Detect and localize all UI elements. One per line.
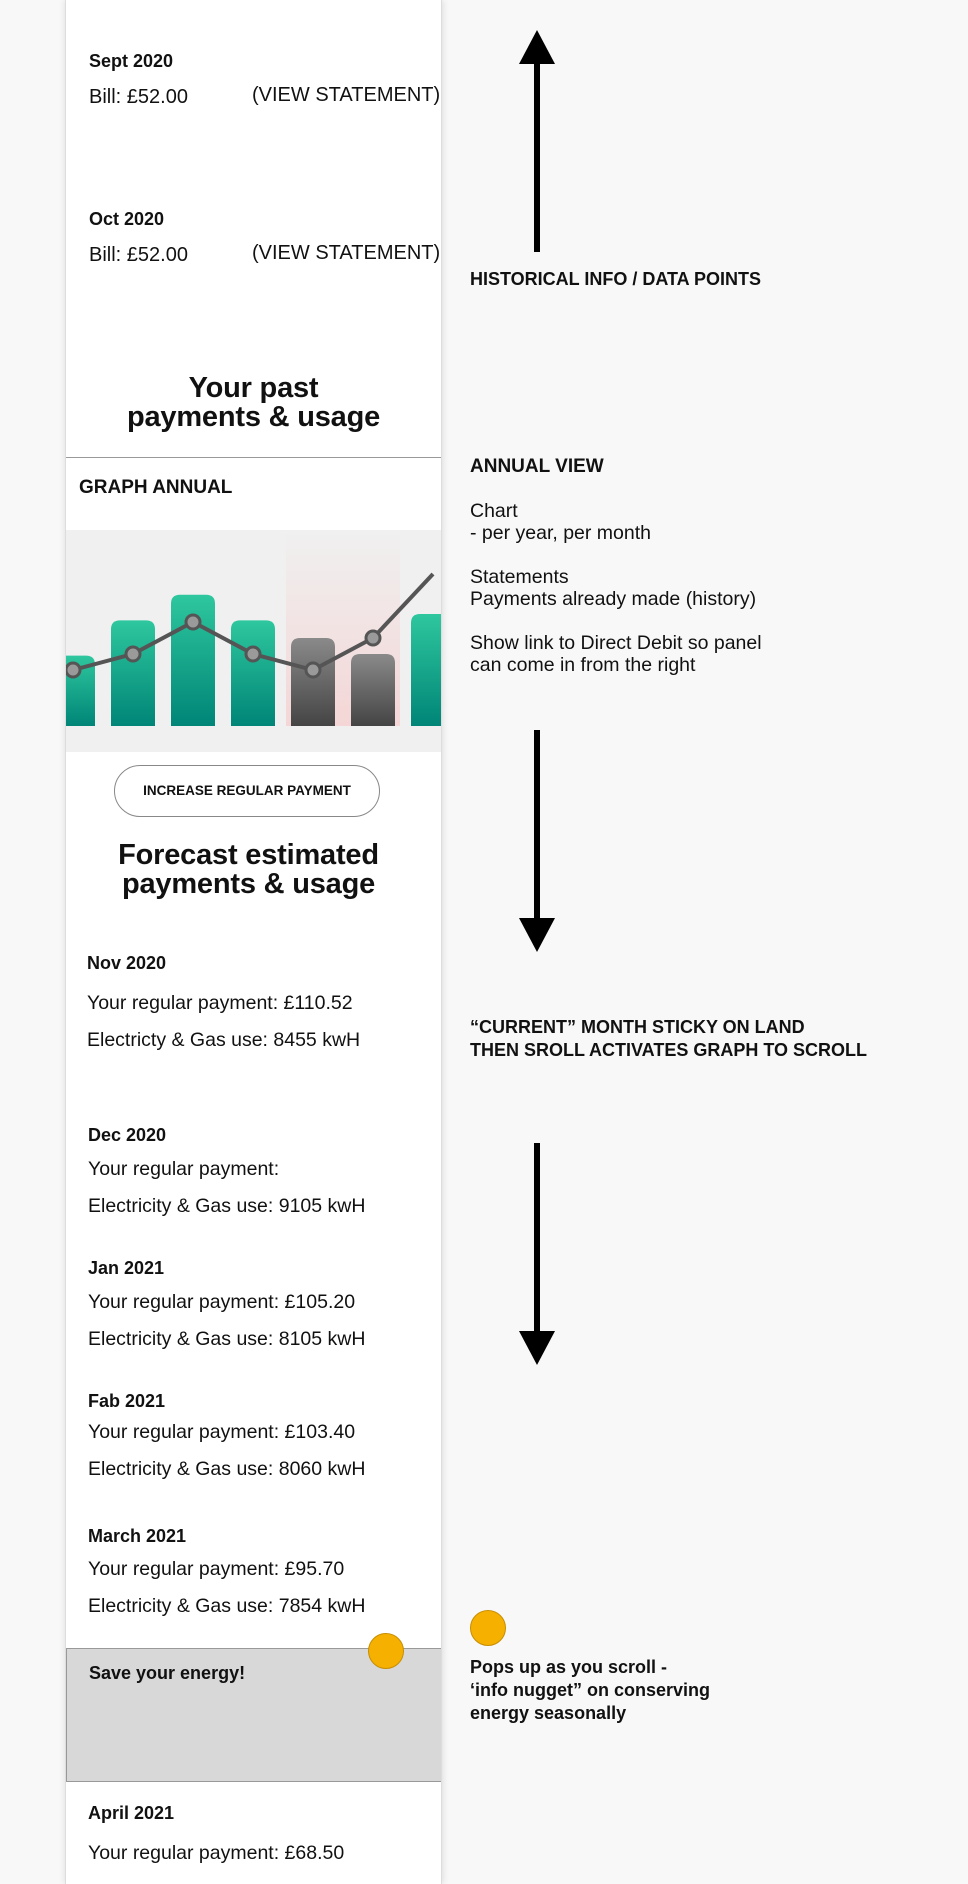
annotation-direct-debit-detail: can come in from the right	[470, 654, 696, 676]
chart-point[interactable]	[366, 631, 380, 645]
forecast-usage: Electricity & Gas use: 9105 kwH	[88, 1195, 366, 1217]
chart-bar[interactable]	[231, 620, 275, 726]
forecast-payment: Your regular payment: £68.50	[88, 1842, 345, 1864]
chart-point[interactable]	[186, 615, 200, 629]
annotation-chart: Chart	[470, 500, 518, 522]
divider	[66, 457, 441, 458]
chart-bar[interactable]	[291, 638, 335, 726]
forecast-month: April 2021	[88, 1803, 175, 1823]
statement-bill: Bill: £52.00	[89, 244, 188, 266]
chart-point[interactable]	[66, 663, 80, 677]
phone-screen	[65, 0, 442, 1884]
past-title-line-1: Your past	[188, 372, 319, 404]
annotation-popup-line-3: energy seasonally	[470, 1703, 627, 1723]
info-nugget-title: Save your energy!	[89, 1663, 246, 1683]
annotation-scroll-graph: THEN SROLL ACTIVATES GRAPH TO SCROLL	[470, 1040, 868, 1060]
chart-point[interactable]	[126, 647, 140, 661]
forecast-usage: Electricity & Gas use: 7854 kwH	[88, 1595, 366, 1617]
annual-chart-svg[interactable]	[66, 530, 441, 752]
annotation-popup: Pops up as you scroll -	[470, 1657, 668, 1677]
forecast-month: Jan 2021	[88, 1258, 165, 1278]
past-title-line-2: payments & usage	[126, 401, 381, 433]
forecast-month: Fab 2021	[88, 1391, 166, 1411]
forecast-payment: Your regular payment: £103.40	[88, 1421, 356, 1443]
chart-point[interactable]	[306, 663, 320, 677]
statement-month: Oct 2020	[89, 209, 165, 229]
forecast-month: Nov 2020	[87, 953, 167, 973]
view-statement-link[interactable]: (VIEW STATEMENT)	[252, 242, 441, 264]
annual-chart[interactable]	[66, 530, 441, 752]
chart-bar[interactable]	[111, 620, 155, 726]
past-payments-title	[66, 374, 441, 432]
statement-bill: Bill: £52.00	[89, 86, 188, 108]
forecast-month: Dec 2020	[88, 1125, 167, 1145]
chart-point[interactable]	[246, 647, 260, 661]
forecast-month: March 2021	[88, 1526, 187, 1546]
forecast-title-line-2: payments & usage	[121, 868, 376, 900]
annotation-historical: HISTORICAL INFO / DATA POINTS	[470, 269, 762, 289]
chart-bar[interactable]	[351, 654, 395, 726]
annotation-statements-detail: Payments already made (history)	[470, 588, 757, 610]
annotation-direct-debit: Show link to Direct Debit so panel	[470, 632, 762, 654]
forecast-payment: Your regular payment: £110.52	[87, 992, 353, 1014]
forecast-payment: Your regular payment: £95.70	[88, 1558, 345, 1580]
chart-bar[interactable]	[411, 614, 441, 726]
info-dot-icon[interactable]	[368, 1633, 404, 1669]
forecast-title	[65, 841, 436, 899]
arrow-up-icon	[519, 30, 555, 252]
arrow-down-icon	[519, 1143, 555, 1365]
annotation-chart-detail: - per year, per month	[470, 522, 652, 544]
info-dot-icon	[470, 1610, 506, 1646]
forecast-title-line-1: Forecast estimated	[118, 839, 379, 871]
arrow-down-icon	[519, 730, 555, 952]
annotation-popup-line-2: ‘info nugget” on conserving	[470, 1680, 710, 1700]
annotation-annual-view: ANNUAL VIEW	[470, 456, 604, 477]
annotation-current-month: “CURRENT” MONTH STICKY ON LAND	[470, 1017, 805, 1037]
annotation-statements: Statements	[470, 566, 569, 588]
increase-regular-payment-button[interactable]: INCREASE REGULAR PAYMENT	[114, 765, 380, 817]
forecast-usage: Electricity & Gas use: 8060 kwH	[88, 1458, 366, 1480]
forecast-payment: Your regular payment:	[88, 1158, 280, 1180]
forecast-usage: Electricty & Gas use: 8455 kwH	[87, 1029, 361, 1051]
graph-annual-label: GRAPH ANNUAL	[79, 477, 233, 498]
view-statement-link[interactable]: (VIEW STATEMENT)	[252, 84, 441, 106]
forecast-payment: Your regular payment: £105.20	[88, 1291, 356, 1313]
statement-month: Sept 2020	[89, 51, 174, 71]
forecast-usage: Electricity & Gas use: 8105 kwH	[88, 1328, 366, 1350]
